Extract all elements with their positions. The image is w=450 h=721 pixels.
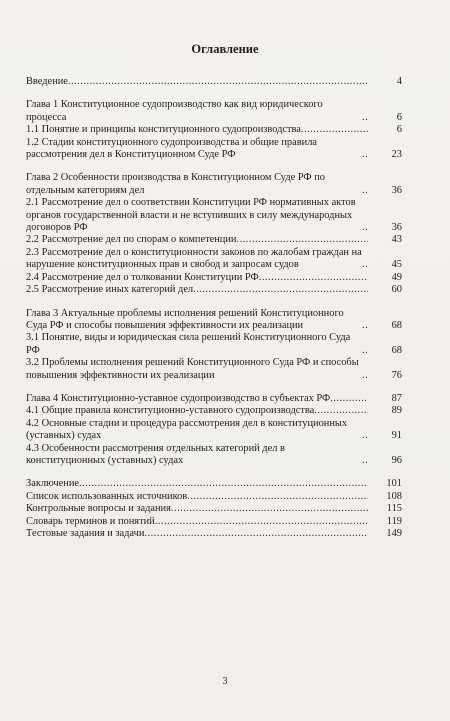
toc-entry-text: Глава 1 Конституционное судопроизводство как вид юридического процесса xyxy=(26,99,323,123)
toc-entry xyxy=(26,332,402,357)
toc-entry xyxy=(26,137,402,162)
toc-entry-text: Заключение xyxy=(26,478,79,490)
page-number: 3 xyxy=(222,676,228,687)
toc-entry xyxy=(26,284,402,296)
toc-entry-page: 96 xyxy=(391,454,402,466)
toc-entry xyxy=(26,443,402,468)
toc-entry-text: Контрольные вопросы и задания xyxy=(26,503,171,515)
toc-entry-text: 3.1 Понятие, виды и юридическая сила решений Конституционного Суда РФ xyxy=(26,332,351,356)
toc-entry-text: 2.2 Рассмотрение дел по спорам о компетенции xyxy=(26,234,237,246)
toc-entry xyxy=(26,99,402,124)
toc-entry xyxy=(26,247,402,272)
toc-leader-dots xyxy=(330,393,368,405)
toc-entry-page: 101 xyxy=(386,478,402,490)
toc-entry-text: 2.5 Рассмотрение иных категорий дел xyxy=(26,284,194,296)
toc-entry-page: 76 xyxy=(391,369,402,381)
toc-entry-text: 3.2 Проблемы исполнения решений Конституционного Суда РФ и способы повышения эффективности их реализации xyxy=(26,357,359,381)
toc-leader-dots xyxy=(79,478,368,490)
toc-entry xyxy=(26,76,402,88)
toc-entry-text: 2.4 Рассмотрение дел о толковании Конституции РФ xyxy=(26,271,259,283)
toc-entry xyxy=(26,172,402,197)
toc-entry-text: Тестовые задания и задачи xyxy=(26,528,145,539)
toc-entry-page: 45 xyxy=(391,259,402,271)
toc-entry-page: 36 xyxy=(391,184,402,196)
toc-entry xyxy=(26,503,402,515)
toc-entry-page: 60 xyxy=(391,284,402,296)
toc-entry xyxy=(26,418,402,443)
toc-entry-text: 4.1 Общие правила конституционно-уставного судопроизводства xyxy=(26,405,315,417)
toc-entry xyxy=(26,272,402,284)
toc-title: Оглавление xyxy=(191,42,259,56)
toc-entry-page: 43 xyxy=(391,234,402,246)
toc-entry-text: Введение xyxy=(26,76,68,87)
toc-entry-page: 87 xyxy=(391,392,402,404)
toc-entry-text: 4.3 Особенности рассмотрения отдельных категорий дел в конституционных (уставных) судах xyxy=(26,442,285,466)
toc-entry-text: 1.1 Понятие и принципы конституционного судопроизводства xyxy=(26,124,301,136)
toc-entry-text: Глава 2 Особенности производства в Конституционном Суде РФ по отдельным категориям дел xyxy=(26,172,325,196)
toc-entry xyxy=(26,357,402,382)
toc-entry-text: 2.1 Рассмотрение дел о соответствии Конституции РФ нормативных актов органов государственной власти и не вступивших в силу международных договоров РФ xyxy=(26,197,356,234)
toc-leader-dots xyxy=(314,405,368,417)
toc-entry-page: 91 xyxy=(391,430,402,442)
toc-entry xyxy=(26,234,402,246)
toc-leader-dots xyxy=(68,76,368,88)
toc-entry xyxy=(26,528,402,540)
toc-leader-dots xyxy=(155,516,368,528)
toc-leader-dots xyxy=(171,503,368,515)
toc-entry-page: 4 xyxy=(396,76,402,87)
toc-entry-text: Словарь терминов и понятий xyxy=(26,515,155,527)
toc-entry xyxy=(26,405,402,417)
toc-entry xyxy=(26,478,402,490)
toc-entry-text: Глава 4 Конституционно-уставное судопроизводство в субъектах РФ xyxy=(26,392,331,404)
toc-entry xyxy=(26,308,402,333)
toc-entry-text: 4.2 Основные стадии и процедура рассмотрения дел в конституционных (уставных) судах xyxy=(26,417,348,442)
table-of-contents xyxy=(26,76,402,540)
toc-leader-dots xyxy=(144,528,368,540)
toc-entry-page: 149 xyxy=(386,528,402,539)
toc-entry-page: 6 xyxy=(396,111,402,123)
toc-entry-page: 6 xyxy=(396,124,402,136)
toc-entry-text: Глава 3 Актуальные проблемы исполнения решений Конституционного Суда РФ и способы повышения эффективности их реализации xyxy=(26,307,344,331)
toc-entry xyxy=(26,516,402,528)
toc-entry xyxy=(26,124,402,136)
toc-leader-dots xyxy=(193,284,368,296)
toc-entry-page: 89 xyxy=(391,405,402,417)
toc-entry xyxy=(26,491,402,503)
toc-entry-page: 49 xyxy=(391,271,402,283)
toc-entry-page: 36 xyxy=(391,222,402,234)
toc-leader-dots xyxy=(187,491,368,503)
toc-entry xyxy=(26,197,402,234)
toc-entry xyxy=(26,393,402,405)
toc-leader-dots xyxy=(301,124,368,136)
toc-entry-page: 68 xyxy=(391,319,402,331)
toc-entry-page: 108 xyxy=(386,490,402,502)
toc-entry-text: 1.2 Стадии конституционного судопроизводства и общие правила рассмотрения дел в Конституционном Суде РФ xyxy=(26,136,317,161)
toc-entry-page: 115 xyxy=(386,503,402,515)
toc-entry-text: Список использованных источников xyxy=(26,490,188,502)
toc-entry-page: 119 xyxy=(386,515,402,527)
toc-entry-text: 2.3 Рассмотрение дел о конституционности законов по жалобам граждан на нарушение конституционных прав и свобод и запросам судов xyxy=(26,246,362,271)
toc-entry-page: 68 xyxy=(391,344,402,356)
toc-entry-page: 23 xyxy=(391,149,402,161)
toc-leader-dots xyxy=(259,272,368,284)
toc-leader-dots xyxy=(236,234,368,246)
